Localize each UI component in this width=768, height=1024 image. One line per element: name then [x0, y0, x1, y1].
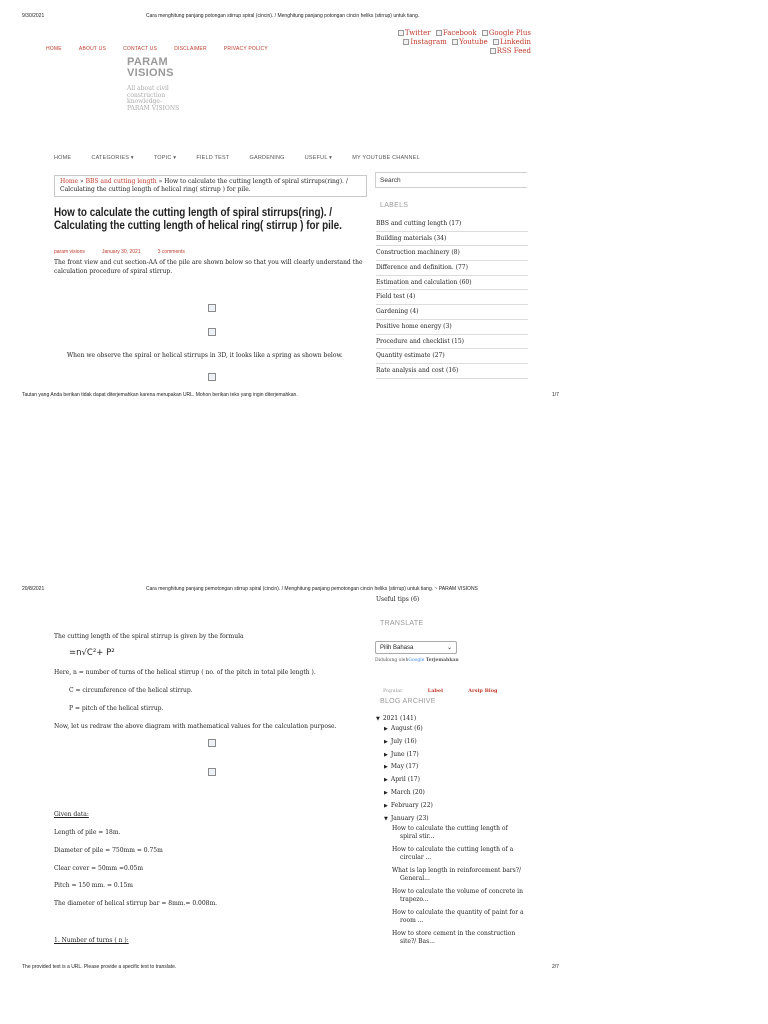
language-select[interactable]: Pilih Bahasa ⌄ — [375, 641, 457, 654]
twitter-link[interactable]: Twitter — [398, 29, 431, 37]
breadcrumb: Home » BBS and cutting length » How to calculate the cutting length of spiral stirrups(ring). / Calculating the cutting length of helical ring( stirrup ) for pile. — [54, 175, 367, 197]
facebook-link[interactable]: Facebook — [436, 29, 477, 37]
cutting-length-formula: =n√C²+ P² — [69, 648, 115, 658]
tab-popular[interactable]: Popular — [383, 688, 403, 694]
label-item[interactable]: Field test (4) — [376, 290, 528, 305]
main-nav — [54, 144, 435, 163]
site-logo[interactable] — [127, 57, 174, 79]
expand-triangle-icon: ▶ — [384, 789, 388, 796]
p-definition: P = pitch of the helical stirrup. — [69, 705, 164, 712]
c-definition: C = circumference of the helical stirrup. — [69, 687, 193, 694]
label-item[interactable]: Estimation and calculation (60) — [376, 276, 528, 291]
helix-diagram-image — [208, 768, 216, 776]
archive-months — [384, 723, 433, 825]
collapse-triangle-icon: ▼ — [376, 716, 380, 722]
january-posts — [392, 825, 532, 945]
post-author[interactable]: param visions — [54, 249, 85, 255]
tab-label[interactable]: Label — [427, 688, 444, 694]
labels-heading: LABELS — [380, 202, 409, 209]
rss-icon — [490, 48, 496, 54]
archive-post-link[interactable]: How to calculate the cutting length of a circular ... — [392, 846, 514, 861]
top-nav-home[interactable]: HOME — [46, 46, 62, 52]
dimension-diagram-image — [208, 739, 216, 747]
spring-paragraph: When we observe the spiral or helical stirrups in 3D, it looks like a spring as shown below. — [67, 352, 343, 359]
google-plus-icon — [482, 30, 488, 36]
search-input[interactable]: Search — [375, 172, 527, 188]
given-pitch: Pitch = 150 mm. = 0.15m — [54, 882, 133, 889]
expand-triangle-icon: ▶ — [384, 777, 388, 784]
tab-archive[interactable]: Arsip Blog — [468, 688, 498, 694]
brand-name-line1: PARAM — [127, 56, 169, 68]
label-item[interactable]: Construction machinery (8) — [376, 246, 528, 261]
intro-paragraph: The front view and cut section-AA of the pile are shown below so that you will clearly understand the calculation procedure of spiral stirrup. — [54, 259, 363, 275]
social-links — [391, 29, 531, 56]
turns-heading: 1. Number of turns ( n ): — [54, 937, 129, 944]
label-item[interactable]: Rate analysis and cost (16) — [376, 364, 528, 379]
spring-3d-image — [208, 373, 216, 381]
print-header-title-2: Cara menghitung panjang pemotongan stirrup spiral (cincin). / Menghitung panjang pemotongan cincin heliks (stirrup) untuk tiang. ~ PARAM VISIONS — [146, 586, 478, 592]
expand-triangle-icon: ▶ — [384, 751, 388, 758]
brand-name-line2: VISIONS — [127, 67, 174, 79]
print-footer-note-2: The provided text is a URL. Please provide a specific text to translate. — [22, 964, 177, 970]
pile-section-image — [208, 328, 216, 336]
google-translate-credit: Didukung olehGoogle Terjemahkan — [375, 658, 459, 663]
archive-month[interactable]: ▶ March (20) — [384, 788, 425, 796]
print-header-title: Cara menghitung panjang potongan stirrup spiral (cincin). / Menghitung panjang potongan cincin heliks (stirrup) untuk tiang. — [146, 13, 420, 19]
site-tagline: All about civil construction knowledge- PARAM VISIONS — [127, 85, 180, 112]
breadcrumb-home[interactable]: Home — [60, 178, 79, 185]
given-bar-diameter: The diameter of helical stirrup bar = 8mm.= 0.008m. — [54, 900, 218, 907]
top-nav — [46, 35, 268, 54]
redraw-paragraph: Now, let us redraw the above diagram with mathematical values for the calculation purpose. — [54, 723, 337, 730]
archive-month[interactable]: ▶ July (16) — [384, 737, 417, 745]
youtube-icon — [452, 39, 458, 45]
print-footer-page: 1/7 — [552, 392, 559, 398]
top-nav-privacy[interactable]: PRIVACY POLICY — [223, 46, 268, 52]
archive-post-link[interactable]: What is lap length in reinforcement bars?/ General... — [392, 867, 521, 882]
archive-month[interactable]: ▶ June (17) — [384, 750, 419, 758]
label-item[interactable]: Quantity estimate (27) — [376, 349, 528, 364]
print-header-date-2: 20/8/2021 — [22, 586, 45, 592]
top-nav-contact[interactable]: CONTACT US — [123, 46, 158, 52]
archive-post-link[interactable]: How to calculate the volume of concrete in trapezo... — [392, 888, 523, 903]
post-comments[interactable]: 3 comments — [157, 249, 185, 255]
print-footer-page-2: 2/7 — [552, 964, 559, 970]
nav-field-test[interactable]: FIELD TEST — [196, 155, 230, 161]
google-logo: Google — [408, 658, 425, 663]
formula-intro: The cutting length of the spiral stirrup is given by the formula — [54, 633, 244, 640]
linkedin-icon — [493, 39, 499, 45]
nav-useful[interactable]: USEFUL ▾ — [304, 155, 333, 161]
top-nav-disclaimer[interactable]: DISCLAIMER — [174, 46, 207, 52]
expand-triangle-icon: ▶ — [384, 726, 388, 732]
translate-heading: TRANSLATE — [380, 620, 424, 627]
archive-month[interactable]: ▶ August (6) — [384, 725, 423, 732]
expand-triangle-icon: ▶ — [384, 764, 388, 771]
archive-post-link[interactable]: How to calculate the cutting length of spiral stir... — [392, 825, 508, 840]
archive-month[interactable]: ▶ April (17) — [384, 776, 420, 784]
given-length: Length of pile = 18m. — [54, 829, 121, 836]
label-item[interactable]: Positive home energy (3) — [376, 320, 528, 335]
archive-post-link[interactable]: How to store cement in the construction site?/ Bas... — [392, 930, 516, 945]
label-item-useful-tips[interactable]: Useful tips (6) — [376, 596, 420, 603]
nav-youtube-channel[interactable]: MY YOUTUBE CHANNEL — [352, 155, 420, 161]
archive-post-link[interactable]: How to calculate the quantity of paint for a room ... — [392, 909, 524, 924]
youtube-link[interactable]: Youtube — [452, 38, 488, 46]
given-diameter: Diameter of pile = 750mm = 0.75m — [54, 847, 163, 854]
post-title: How to calculate the cutting length of spiral stirrups(ring). / Calculating the cutting length of helical ring( stirrup ) for pile. — [54, 207, 342, 232]
translate-link[interactable]: Terjemahkan — [425, 658, 459, 663]
n-definition: Here, n = number of turns of the helical stirrup ( no. of the pitch in total pile length ). — [54, 669, 316, 676]
archive-month-january[interactable]: ▼ January (23) — [384, 814, 429, 822]
linkedin-link[interactable]: Linkedin — [493, 38, 531, 46]
archive-month[interactable]: ▶ February (22) — [384, 801, 433, 809]
top-nav-about[interactable]: ABOUT US — [78, 46, 106, 52]
given-data-heading: Given data: — [54, 811, 89, 818]
twitter-icon — [398, 30, 404, 36]
collapse-triangle-icon: ▼ — [384, 815, 388, 822]
sidebar-tabs — [383, 677, 518, 696]
nav-gardening[interactable]: GARDENING — [249, 155, 285, 161]
given-cover: Clear cover = 50mm =0.05m — [54, 865, 144, 872]
nav-topic[interactable]: TOPIC ▾ — [153, 155, 177, 161]
label-item[interactable]: Procedure and checklist (15) — [376, 335, 528, 350]
nav-home[interactable]: HOME — [54, 155, 72, 161]
breadcrumb-current: » How to calculate the cutting length of spiral stirrups(ring). / Calculating the cutting length of helical ring( stirrup ) for pile. — [60, 178, 348, 193]
print-header-date: 9/30/2021 — [22, 13, 45, 19]
chevron-down-icon: ⌄ — [446, 645, 452, 651]
nav-categories[interactable]: CATEGORIES ▾ — [91, 155, 134, 161]
post-date[interactable]: January 30, 2021 — [101, 249, 141, 255]
instagram-icon — [403, 39, 409, 45]
instagram-link[interactable]: Instagram — [403, 38, 447, 46]
blog-archive-heading: BLOG ARCHIVE — [380, 698, 436, 705]
label-item[interactable]: Building materials (34) — [376, 232, 528, 247]
print-footer-note: Tautan yang Anda berikan tidak dapat diterjemahkan karena merupakan URL. Mohon berikan teks yang ingin diterjemahkan. — [22, 392, 298, 398]
expand-triangle-icon: ▶ — [384, 802, 388, 809]
google-plus-link[interactable]: Google Plus — [482, 29, 531, 37]
label-item[interactable]: Difference and definition. (77) — [376, 261, 528, 276]
labels-list — [376, 217, 528, 379]
breadcrumb-category[interactable]: BBS and cutting length — [85, 178, 157, 185]
facebook-icon — [436, 30, 442, 36]
pile-front-view-image — [208, 304, 216, 312]
label-item[interactable]: BBS and cutting length (17) — [376, 217, 528, 232]
archive-year-2021[interactable]: ▼ 2021 (141) — [376, 715, 417, 722]
rss-feed-link[interactable]: RSS Feed — [490, 47, 531, 55]
post-meta — [54, 238, 197, 257]
archive-month[interactable]: ▶ May (17) — [384, 763, 419, 771]
expand-triangle-icon: ▶ — [384, 738, 388, 745]
label-item[interactable]: Gardening (4) — [376, 305, 528, 320]
